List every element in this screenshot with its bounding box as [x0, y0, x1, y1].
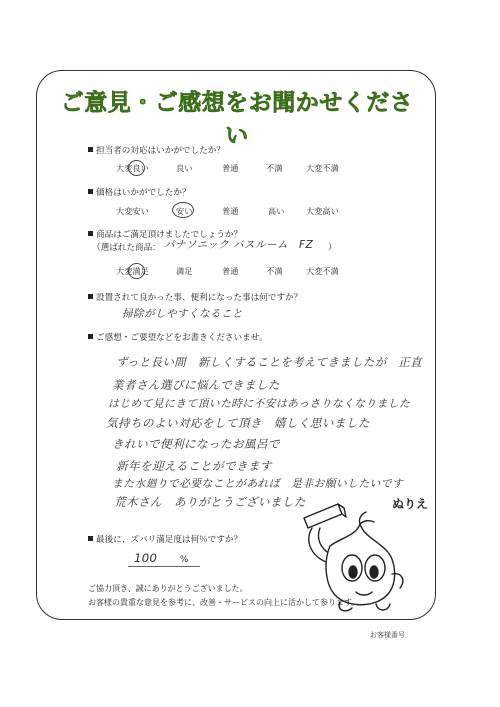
option-good[interactable]: 良い — [176, 163, 193, 173]
question-product: 商品はご満足頂けましたでしょうか？ — [88, 228, 242, 240]
benefits-answer: 掃除がしやすくなること — [122, 308, 243, 320]
comment-line: はじめて見にきて頂いた時に不安はあっさりなくなりました — [108, 397, 411, 410]
selection-circle — [128, 160, 145, 176]
answer-underline — [128, 566, 200, 567]
option-normal[interactable]: 普通 — [222, 266, 239, 276]
option-normal[interactable]: 普通 — [222, 206, 239, 216]
selection-circle — [172, 202, 194, 218]
option-very-dissatisfied[interactable]: 大変不満 — [306, 163, 339, 173]
customer-number-label: お客様番号 — [370, 631, 405, 639]
question-satisfaction: 最後に、ズバリ満足度は何％ですか？ — [88, 533, 242, 545]
option-dissatisfied[interactable]: 不満 — [266, 266, 283, 276]
question-staff-service: 担当者の対応はいかがでしたか？ — [88, 144, 225, 156]
option-cheap[interactable]: 安い — [176, 206, 193, 216]
product-line-close: ） — [328, 243, 337, 253]
option-very-expensive[interactable]: 大変高い — [306, 206, 339, 216]
comment-line: ずっと長い間 新しくすることを考えてきましたが 正直 — [116, 355, 422, 369]
mascot-label: ぬりえ — [392, 497, 429, 511]
question-comments: ご感想・ご要望などをお書きくださいませ。 — [88, 331, 268, 343]
comment-line: 新年を迎えることができます — [116, 459, 272, 473]
option-very-good[interactable]: 大変良い — [116, 163, 149, 173]
option-dissatisfied[interactable]: 不満 — [266, 163, 283, 173]
bullet-square-icon — [88, 147, 93, 152]
comment-line: 荒木さん ありがとうございました — [114, 495, 306, 509]
satisfaction-answer: 100 — [134, 551, 158, 565]
option-satisfied[interactable]: 満足 — [176, 266, 193, 276]
bullet-square-icon — [88, 189, 93, 194]
comment-line: また水廻りで必要なことがあれば 是非お願いしたいです — [112, 477, 404, 490]
survey-title: ご意見・ご感想をお聞かせください — [60, 90, 414, 149]
question-benefits: 設置されて良かった事、便利になった事は何ですか？ — [88, 291, 302, 303]
comment-line: きれいで便利になったお風呂で — [112, 437, 280, 451]
bullet-square-icon — [88, 334, 93, 339]
footer-note: お客様の貴重な意見を参考に、改善・サービスの向上に活かして参ります。 — [88, 598, 360, 607]
option-normal[interactable]: 普通 — [222, 163, 239, 173]
comment-line: 業者さん選びに悩んできました — [112, 378, 280, 392]
satisfaction-unit: % — [180, 555, 189, 565]
question-price: 価格はいかがでしたか？ — [88, 186, 191, 198]
comment-line: 気持ちのよい対応をして頂き 嬉しく思いました — [106, 416, 370, 430]
option-very-satisfied[interactable]: 大変満足 — [116, 266, 149, 276]
option-very-dissatisfied[interactable]: 大変不満 — [306, 266, 339, 276]
option-very-cheap[interactable]: 大変安い — [116, 206, 149, 216]
option-expensive[interactable]: 高い — [268, 206, 285, 216]
footer-thanks: ご協力頂き、誠にありがとうございました。 — [88, 584, 248, 593]
bullet-square-icon — [88, 231, 93, 236]
bullet-square-icon — [88, 294, 93, 299]
bullet-square-icon — [88, 536, 93, 541]
product-line: （選ばれた商品： — [92, 243, 161, 253]
product-name-handwritten: パナソニック バスルーム FZ — [164, 239, 314, 251]
selection-circle — [128, 263, 145, 279]
